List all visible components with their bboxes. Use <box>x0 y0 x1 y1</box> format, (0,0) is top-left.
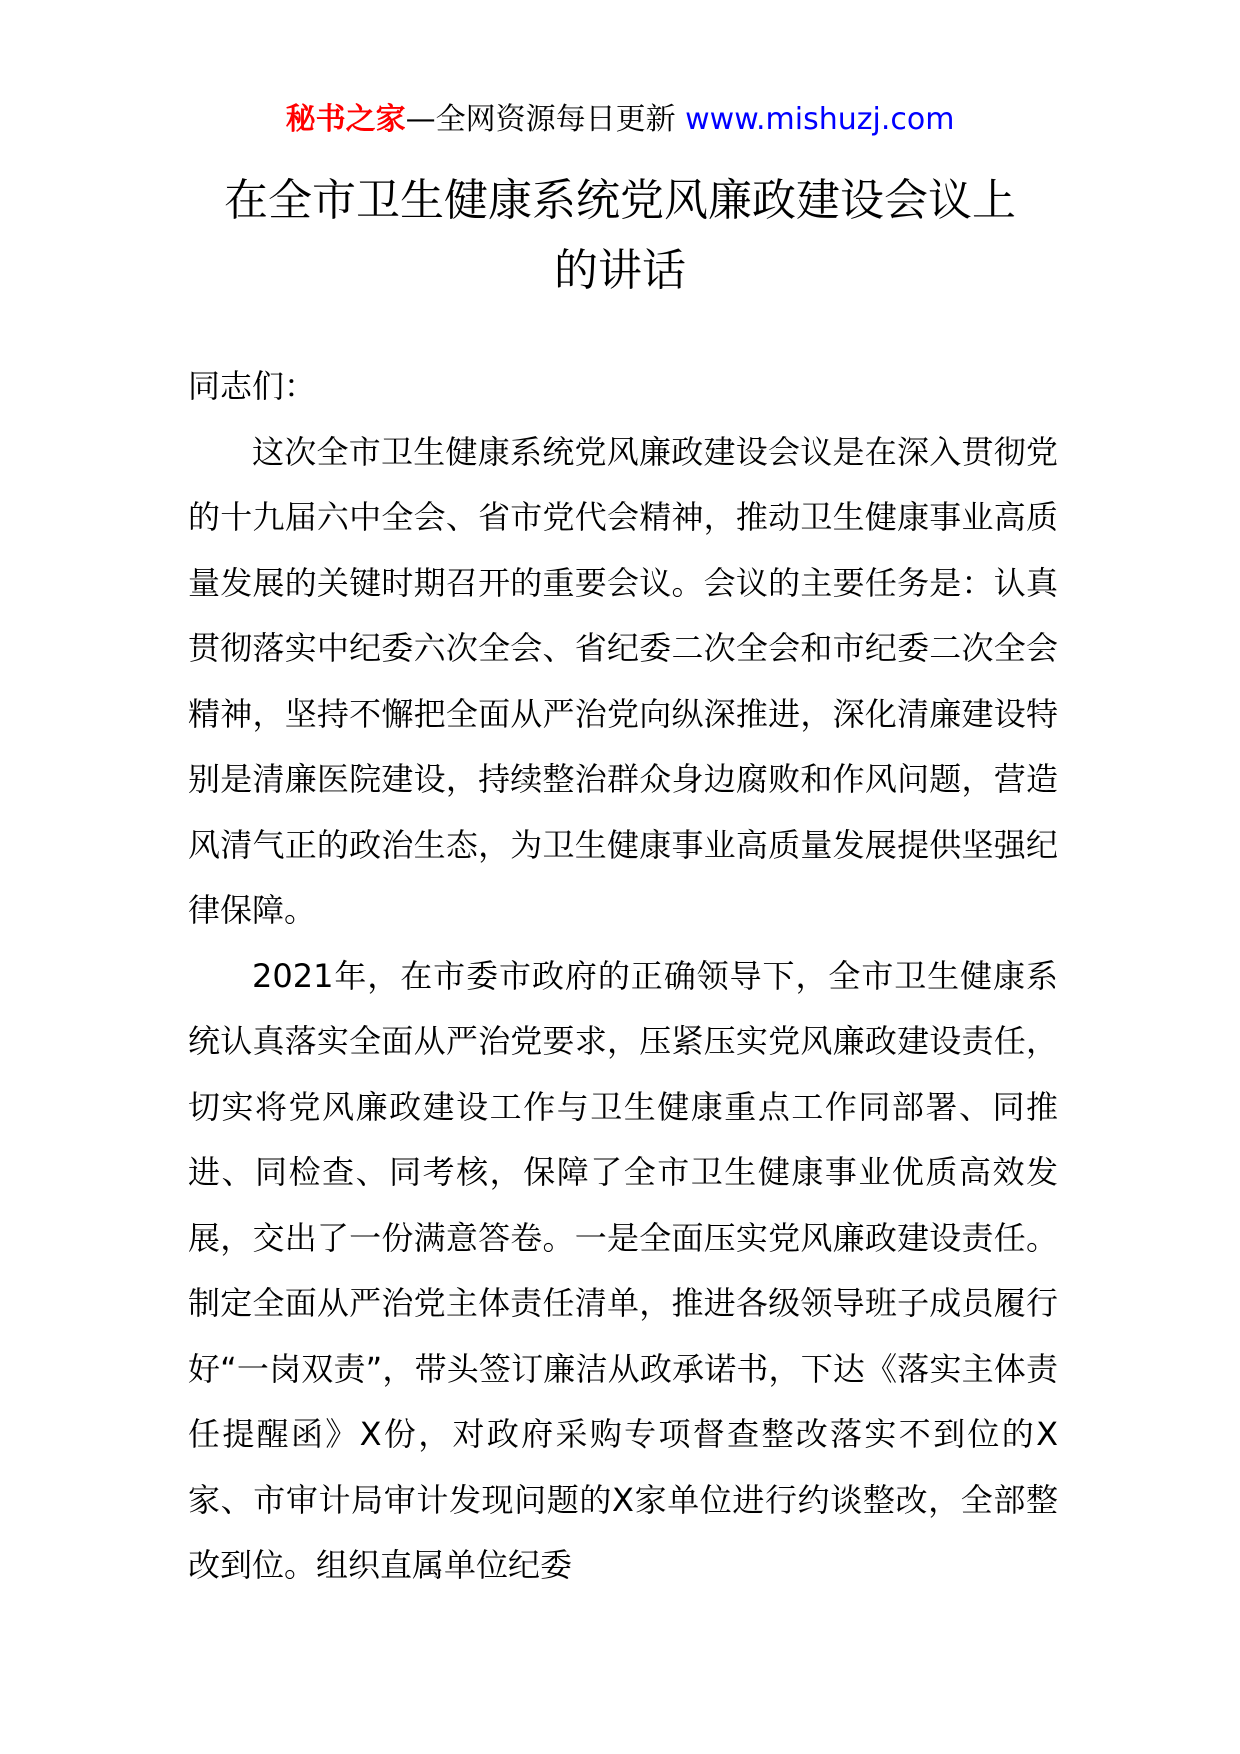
site-tagline: —全网资源每日更新 <box>405 102 676 137</box>
document-body <box>188 354 1058 1599</box>
salutation: 同志们： <box>188 367 317 405</box>
paragraph-1: 这次全市卫生健康系统党风廉政建设会议是在深入贯彻党的十九届六中全会、省市党代会精神，推动卫生健康事业高质量发展的关键时期召开的重要会议。会议的主要任务是：认真贯彻落实中纪委六次全会、省纪委二次全会和市纪委二次全会精神，坚持不懈把全面从严治党向纵深推进，深化清廉建设特别是清廉医院建设，持续整治群众身边腐败和作风问题，营造风清气正的政治生态，为卫生健康事业高质量发展提供坚强纪律保障。 <box>188 432 1058 929</box>
document-title-line-2: 的讲话 <box>554 245 686 296</box>
site-url-link[interactable]: www.mishuzj.com <box>685 102 955 137</box>
paragraph-2: 2021年，在市委市政府的正确领导下，全市卫生健康系统认真落实全面从严治党要求，压紧压实党风廉政建设责任，切实将党风廉政建设工作与卫生健康重点工作同部署、同推进、同检查、同考核，保障了全市卫生健康事业优质高效发展，交出了一份满意答卷。一是全面压实党风廉政建设责任。制定全面从严治党主体责任清单，推进各级领导班子成员履行好“一岗双责”，带头签订廉洁从政承诺书，下达《落实主体责任提醒函》X份，对政府采购专项督查整改落实不到位的X家、市审计局审计发现问题的X家单位进行约谈整改，全部整改到位。组织直属单位纪委 <box>188 956 1058 1584</box>
document-title <box>150 166 1090 306</box>
site-header <box>0 100 1240 140</box>
site-brand: 秘书之家 <box>285 102 406 137</box>
document-title-line-1: 在全市卫生健康系统党风廉政建设会议上 <box>224 175 1016 226</box>
